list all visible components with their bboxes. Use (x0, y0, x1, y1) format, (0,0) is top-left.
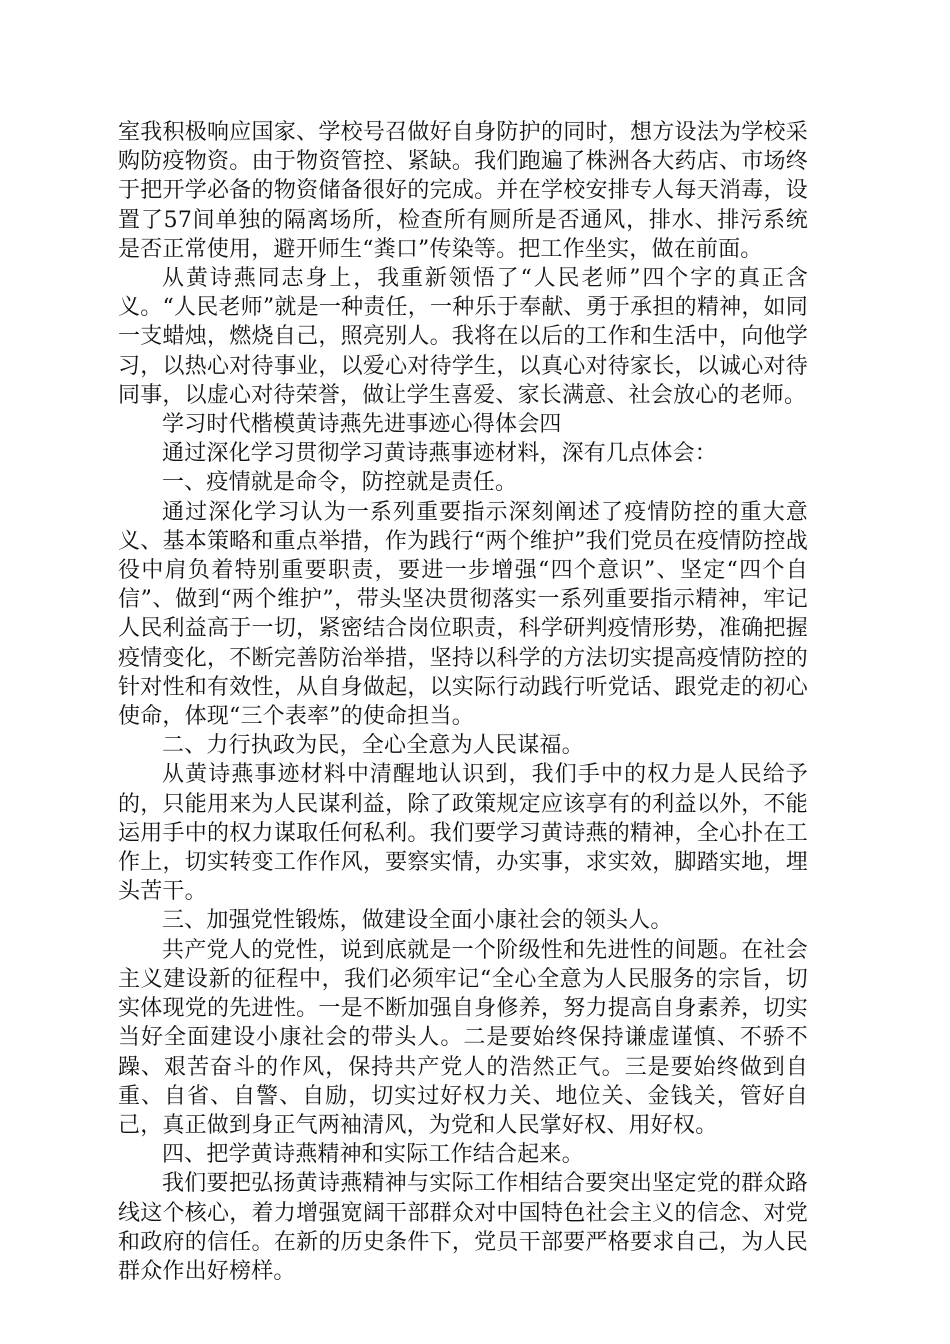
paragraph: 共产党人的党性，说到底就是一个阶级性和先进性的间题。在社会主义建设新的征程中，我们必须牢记“全心全意为人民服务的宗旨，切实体现党的先进性。一是不断加强自身修养，努力提高自身素养，切实当好全面建设小康社会的带头人。二是要始终保持谦虚谨慎、不骄不躁、艰苦奋斗的作风，保持共产党人的浩然正气。三是要始终做到自重、自省、自警、自励，切实过好权力关、地位关、金钱关，管好自己，真正做到身正气两袖清风，为党和人民掌好权、用好权。 (118, 937, 808, 1138)
section-heading: 一、疫情就是命令，防控就是责任。 (162, 470, 518, 496)
paragraph: 从黄诗燕同志身上，我重新领悟了“人民老师”四个字的真正含义。“人民老师”就是一种责任，一种乐于奉献、勇于承担的精神，如同一支蜡烛，燃烧自己，照亮别人。我将在以后的工作和生活中，向他学习，以热心对待事业，以爱心对待学生，以真心对待家长，以诚心对待同事，以虚心对待荣誉，做让学生喜爱、家长满意、社会放心的老师。 (118, 266, 808, 408)
section-heading: 三、加强党性锻炼，做建设全面小康社会的领头人。 (162, 908, 673, 934)
section-heading: 四、把学黄诗燕精神和实际工作结合起来。 (162, 1142, 584, 1168)
paragraph: 通过深化学习贯彻学习黄诗燕事迹材料，深有几点体会： (162, 441, 718, 467)
section-heading: 二、力行执政为民，全心全意为人民谋福。 (162, 733, 584, 759)
section-title: 学习时代楷模黄诗燕先进事迹心得体会四 (162, 412, 562, 438)
document-body (118, 118, 808, 1286)
paragraph: 通过深化学习认为一系列重要指示深刻阐述了疫情防控的重大意义、基本策略和重点举措，作为践行“两个维护”我们党员在疫情防控战役中肩负着特别重要职责，要进一步增强“四个意识”、坚定“四个自信”、做到“两个维护”，带头坚决贯彻落实一系列重要指示精神，牢记人民利益高于一切，紧密结合岗位职责，科学研判疫情形势，准确把握疫情变化，不断完善防治举措，坚持以科学的方法切实提高疫情防控的针对性和有效性，从自身做起，以实际行动践行听党话、跟党走的初心使命，体现“三个表率”的使命担当。 (118, 499, 808, 730)
paragraph: 室我积极响应国家、学校号召做好自身防护的同时，想方设法为学校采购防疫物资。由于物资管控、紧缺。我们跑遍了株洲各大药店、市场终于把开学必备的物资储备很好的完成。并在学校安排专人每天消毒，设置了57间单独的隔离场所，检查所有厕所是否通风，排水、排污系统是否正常使用，避开师生“粪口”传染等。把工作坐实，做在前面。 (118, 120, 808, 262)
paragraph: 我们要把弘扬黄诗燕精神与实际工作相结合要突出坚定党的群众路线这个核心，着力增强宽阔干部群众对中国特色社会主义的信念、对党和政府的信任。在新的历史条件下，党员干部要严格要求自己，为人民群众作出好榜样。 (118, 1171, 808, 1284)
paragraph: 从黄诗燕事迹材料中清醒地认识到，我们手中的权力是人民给予的，只能用来为人民谋利益，除了政策规定应该享有的利益以外，不能运用手中的权力谋取任何私利。我们要学习黄诗燕的精神，全心扑在工作上，切实转变工作作风，要察实情，办实事，求实效，脚踏实地，埋头苦干。 (118, 762, 808, 905)
